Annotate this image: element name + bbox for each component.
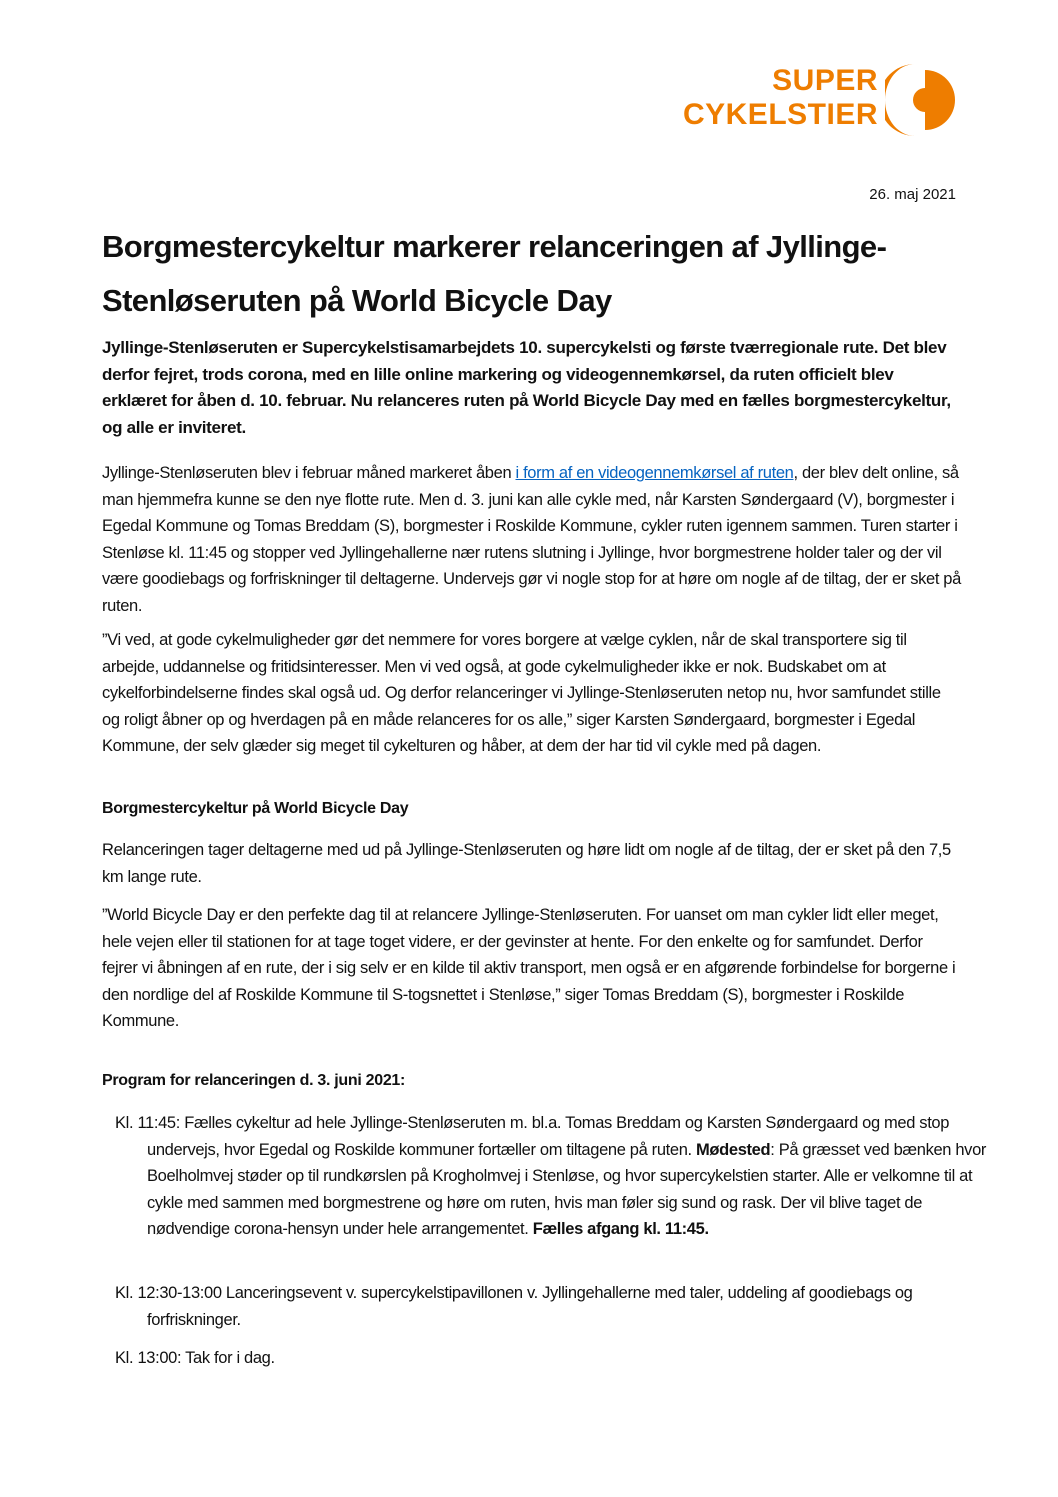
departure-time: Fælles afgang kl. 11:45.	[532, 1220, 709, 1238]
lead-paragraph: Jyllinge-Stenløseruten er Supercykelstisamarbejdets 10. supercykelsti og første tværregionale rute. Det blev derfor fejret, trods corona, med en lille online markering og videogennemkørsel, da ruten officielt blev erklæret for åben d. 10. februar. Nu relanceres ruten på World Bicycle Day med en fælles borgmestercykeltur, og alle er inviteret.	[102, 338, 951, 437]
body-paragraph-1: Jyllinge-Stenløseruten blev i februar måned markeret åben i form af en videogennemkørsel af ruten, der blev delt online, så man hjemmefra kunne se den nye flotte rute. Men d. 3. juni kan alle cykle med, når Karsten Søndergaard (V), borgmester i Egedal Kommune og Tomas Breddam (S), borgmester i Roskilde Kommune, cykler ruten igennem sammen. Turen starter i Stenløse kl. 11:45 og stopper ved Jyllingehallerne nær rutens slutning i Jyllinge, hvor borgmestrene holder taler og der vil være goodiebags og forfriskninger til deltagerne. Undervejs gør vi nogle stop for at høre om nogle af de tiltag, der er sket på ruten.	[102, 464, 961, 615]
meeting-place-label: Mødested	[696, 1140, 771, 1159]
program-item-1300: Kl. 13:00: Tak for i dag.	[115, 1349, 275, 1367]
logo-line-1: SUPER	[772, 64, 878, 97]
section-heading-world-bicycle-day: Borgmestercykeltur på World Bicycle Day	[102, 800, 409, 817]
program-heading: Program for relanceringen d. 3. juni 2021:	[102, 1072, 406, 1089]
body-paragraph-3: Relanceringen tager deltagerne med ud på Jyllinge-Stenløseruten og høre lidt om nogle af de tiltag, der er sket på den 7,5 km lange rute.	[102, 841, 951, 886]
supercykelstier-c-logo-icon	[885, 62, 961, 138]
program-item-1230: Kl. 12:30-13:00 Lanceringsevent v. supercykelstipavillonen v. Jyllingehallerne med taler, uddeling af goodiebags og forfriskninger.	[115, 1284, 913, 1329]
quote-paragraph-2: ”World Bicycle Day er den perfekte dag til at relancere Jyllinge-Stenløseruten. For uanset om man cykler lidt eller meget, hele vejen eller til stationen for at tage toget videre, er der gevinster at hente. For den enkelte og for samfundet. Derfor fejrer vi åbningen af en rute, der i sig selv er en kilde til aktiv transport, men også er en afgørende forbindelse for borgerne i den nordlige del af Roskilde Kommune til S-togsnettet i Stenløse,” siger Tomas Breddam (S), borgmester i Roskilde Kommune.	[102, 906, 956, 1030]
logo-line-2: CYKELSTIER	[682, 98, 878, 131]
page-title: Borgmestercykeltur markerer relanceringen af Jyllinge-Stenløseruten på World Bicycle Day	[102, 229, 887, 318]
supercykelstier-logo	[648, 62, 960, 140]
program-item-1145: Kl. 11:45: Fælles cykeltur ad hele Jyllinge-Stenløseruten m. bl.a. Tomas Breddam og Karsten Søndergaard og med stop undervejs, hvor Egedal og Roskilde kommuner fortæller om tiltagene på ruten. Mødested: På græsset ved bænken hvor Boelholmvej støder op til rundkørslen på Krogholmvej i Stenløse, og hvor supercykelstien starter. Alle er velkomne til at cykle med sammen med borgmestrene og høre om ruten, hvis man føler sig sund og rask. Der vil blive taget de nødvendige corona-hensyn under hele arrangementet. Fælles afgang kl. 11:45.	[115, 1114, 987, 1238]
publication-date: 26. maj 2021	[869, 186, 956, 203]
video-link[interactable]: i form af en videogennemkørsel af ruten	[515, 464, 794, 482]
logo-wordmark	[648, 64, 878, 132]
quote-paragraph-1: ”Vi ved, at gode cykelmuligheder gør det nemmere for vores borgere at vælge cyklen, når de skal transportere sig til arbejde, uddannelse og fritidsinteresser. Men vi ved også, at gode cykelmuligheder ikke er nok. Budskabet om at cykelforbindelserne findes skal også ud. Og derfor relanceringer vi Jyllinge-Stenløseruten netop nu, hvor samfundet stille og roligt åbner op og hverdagen på en måde relanceres for os alle,” siger Karsten Søndergaard, borgmester i Egedal Kommune, der selv glæder sig meget til cykelturen og håber, at dem der har tid vil cykle med på dagen.	[102, 631, 941, 755]
